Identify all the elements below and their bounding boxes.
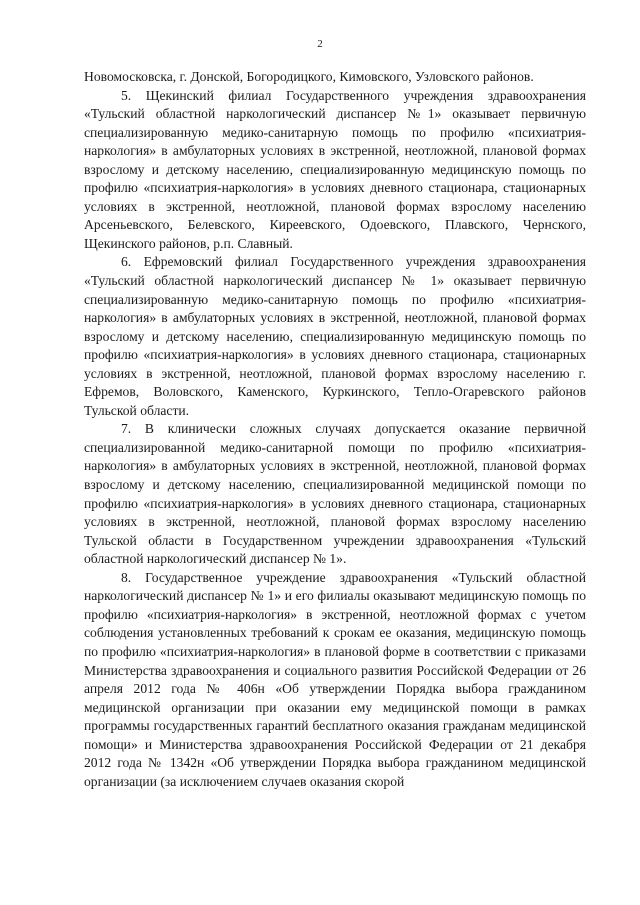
paragraph-item-6: 6. Ефремовский филиал Государственного учреждения здравоохранения «Тульский областной наркологический диспансер № 1» оказывает первичную специализированную медико-санитарную помощь по профилю «психиатрия-наркология» в амбулаторных условиях в экстренной, неотложной, плановой формах взрослому и детскому населению, специализированную медицинскую помощь по профилю «психиатрия-наркология» в условиях дневного стационара, стационарных условиях в экстренной, неотложной, плановой формах взрослому населению г. Ефремов, Воловского, Каменского, Куркинского, Тепло-Огаревского районов Тульской области.: [84, 254, 586, 418]
paragraph-item-5: 5. Щекинский филиал Государственного учреждения здравоохранения «Тульский областной наркологический диспансер №1» оказывает первичную специализированную медико-санитарную помощь по профилю «психиатрия-наркология» в амбулаторных условиях в экстренной, неотложной, плановой формах взрослому и детскому населению, специализированную медицинскую помощь по профилю «психиатрия-наркология» в условиях дневного стационара, стационарных условиях в экстренной, неотложной, плановой формах взрослому населению Арсеньевского, Белевского, Киреевского, Одоевского, Плавского, Чернского, Щекинского районов, р.п. Славный.: [84, 87, 586, 251]
paragraph-item-7: 7. В клинически сложных случаях допускается оказание первичной специализированной медико-санитарной помощи по профилю «психиатрия-наркология» в амбулаторных условиях в экстренной, неотложной, плановой формах взрослому и детскому населению, специализированной медицинской помощи по профилю «психиатрия-наркология» в условиях дневного стационара, стационарных условиях в экстренной, неотложной, плановой формах взрослому населению Тульской области в Государственном учреждении здравоохранения «Тульский областной наркологический диспансер № 1».: [84, 421, 586, 567]
paragraph-item-8: 8. Государственное учреждение здравоохранения «Тульский областной наркологический диспансер № 1» и его филиалы оказывают медицинскую помощь по профилю «психиатрия-наркология» в экстренной, неотложной формах с учетом соблюдения установленных требований к срокам ее оказания, медицинскую помощь по профилю «психиатрия-наркология» в плановой форме в соответствии с приказами Министерства здравоохранения и социального развития Российской Федерации от 26 апреля 2012 года № 406н «Об утверждении Порядка выбора гражданином медицинской организации при оказании ему медицинской помощи в рамках программы государственных гарантий бесплатного оказания гражданам медицинской помощи» и Министерства здравоохранения Российской Федерации от 21 декабря 2012 года № 1342н «Об утверждении Порядка выбора гражданином медицинской организации (за исключением случаев оказания скорой: [84, 569, 586, 789]
page-number: 2: [317, 38, 323, 50]
document-body: [84, 68, 586, 791]
paragraph-continuation: Новомосковска, г. Донской, Богородицкого, Кимовского, Узловского районов.: [84, 69, 534, 84]
